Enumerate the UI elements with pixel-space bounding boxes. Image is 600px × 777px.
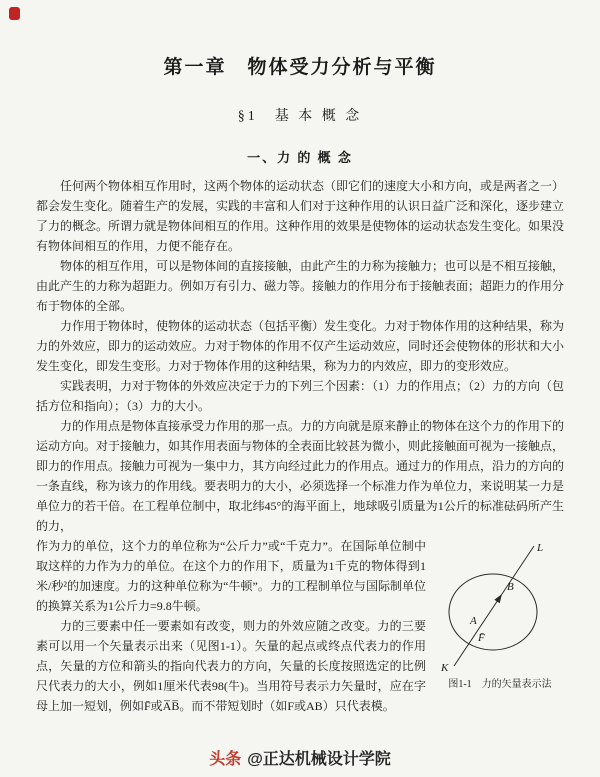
subsection-heading: 一、力 的 概 念 <box>247 150 353 165</box>
watermark-brand: 头条 <box>209 751 242 768</box>
figure-1-1 <box>436 538 564 690</box>
label-K: K <box>440 662 448 673</box>
watermark-handle: @正达机械设计学院 <box>247 751 391 768</box>
paragraph-3: 力作用于物体时，使物体的运动状态（包括平衡）发生变化。力对于物体作用的这种结果，称为力的外效应，即力的运动效应。力对于物体的作用不仅产生运动效应，同时还会使物体的形状和大小发生变化，即发生变形。力对于物体作用的这种结果，称为力的内效应，即力的变形效应。 <box>36 319 565 373</box>
vector-arrowhead-icon <box>494 594 502 603</box>
line-of-action <box>454 546 534 666</box>
paragraph-6: 力的三要素中任一要素如有改变，则力的外效应随之改变。力的三要素可以用一个矢量表示出来（见图1-1）。矢量的起点或终点代表力的作用点，矢量的方位和箭头的指向代表力的方向，矢量的长度按照选定的比例尺代表力的大小，例如1厘米代表98(牛)。当用符号表示力矢量时，应在字母上加一短划，例如F̄或A̅B̅。而不带短划时（如F或AB）只代表模。 <box>36 619 426 713</box>
label-F: F̄ <box>477 632 485 644</box>
force-vector-diagram <box>438 538 563 673</box>
label-B: B <box>506 581 514 593</box>
corner-stamp-icon <box>9 7 20 20</box>
paragraph-4: 实践表明，力对于物体的外效应决定于力的下列三个因素：（1）力的作用点；（2）力的方向（包括方位和指向）；（3）力的大小。 <box>36 379 565 413</box>
paragraph-5-continued: 作为力的单位，这个力的单位称为“公斤力”或“千克力”。在国际单位制中取这样的力作为力的单位。在这个力的作用下，质量为1千克的物体得到1米/秒²的加速度。力的这种单位称为“牛顿”。力的工程制单位与国际制单位的换算关系为1公斤力=9.8牛顿。 <box>36 539 426 613</box>
paragraph-1: 任何两个物体相互作用时，这两个物体的运动状态（即它们的速度大小和方向，或是两者之一）都会发生变化。随着生产的发展，实践的丰富和人们对于这种作用的认识日益广泛和深化，逐步建立了力的概念。所谓力就是物体间相互的作用。这种作用的效果是使物体的运动状态发生变化。如果没有物体间相互的作用，力便不能存在。 <box>36 179 565 253</box>
label-A: A <box>469 615 477 627</box>
watermark <box>0 746 600 769</box>
paragraph-2: 物体的相互作用，可以是物体间的直接接触，由此产生的力称为接触力；也可以是不相互接触，由此产生的力称为超距力。例如万有引力、磁力等。接触力的作用分布于接触表面；超距力的作用分布于物体的全部。 <box>36 259 565 313</box>
section-heading: §1 基 本 概 念 <box>237 109 363 124</box>
paragraph-5: 力的作用点是物体直接承受力作用的那一点。力的方向就是原来静止的物体在这个力的作用下的运动方向。对于接触力，如其作用表面与物体的全表面比较甚为微小，则此接触面可视为一接触点，即力的作用点。接触力可视为一集中力，其方向经过此力的作用点。通过力的作用点，沿力的方向的一条直线，称为该力的作用线。要表明力的大小，必须选择一个标准力作为单位力，来说明某一力是单位力的若干倍。在工程单位制中，取北纬45°的海平面上，地球吸引质量为1公斤的标准砝码所产生的力， <box>36 419 565 533</box>
chapter-title: 第一章 物体受力分析与平衡 <box>163 57 437 78</box>
label-L: L <box>536 542 543 554</box>
figure-caption: 图1-1 力的矢量表示法 <box>448 679 552 690</box>
body-outline <box>449 574 537 650</box>
figure-text-wrap <box>36 536 564 716</box>
